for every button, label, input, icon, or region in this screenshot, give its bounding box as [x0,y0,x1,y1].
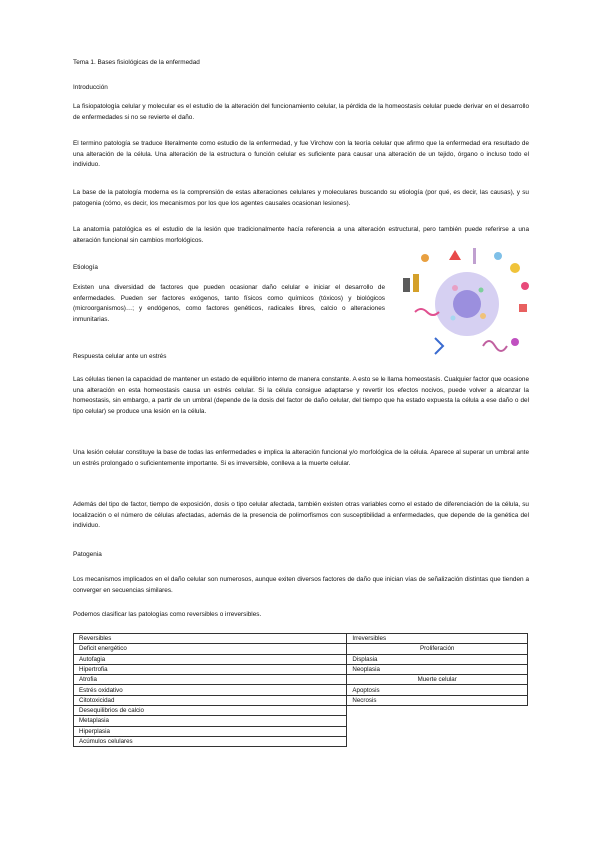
table-row [74,716,528,726]
pill-icon [519,304,527,312]
paragraph: Existen una diversidad de factores que pueden ocasionar daño celular e iniciar el desarrollo de enfermedades. Pueden ser factores exógenos, tanto físicos como químicos (tóxicos) y biológicos (microorganismos)…; y endógenos, como factores genéticos, radicales libres, calcio o alteraciones inmunitarias. [73,284,385,323]
table-cell: Proliferación [347,644,528,654]
heading-patogenia: Patogenia [73,551,102,558]
virus-icon [521,282,529,290]
paragraph: La base de la patología moderna es la comprensión de estas alteraciones celulares y moleculares buscando su etiología (por qué, es decir, las causas), y su patogenia (cómo, es decir, los mecanismos por los que los agentes causales ocasionan lesiones). [73,189,529,207]
table-row [74,685,528,695]
paragraph: Los mecanismos implicados en el daño celular son numerosos, aunque exiten diversos factores de daño que inician vías de señalización distintas que tienden a converger en secuencias similares. [73,576,529,594]
paragraph: Podemos clasificar las patologías como reversibles o irreversibles. [73,611,262,618]
table-cell: Hiperplasia [74,726,347,736]
radiation-icon [510,263,520,273]
table-cell: Muerte celular [347,675,528,685]
snowflake-icon [494,252,502,260]
table-header-cell: Irreversibles [347,634,528,644]
table-row [74,736,528,746]
paragraph: La anatomía patológica es el estudio de la lesión que tradicionalmente hacía referencia a una alteración estructural, pero también puede referirse a una alteración funcional sin cambios morfológicos. [73,226,529,244]
table-cell: Desequilibrios de calcio [74,706,347,716]
document-title: Tema 1. Bases fisiológicas de la enfermedad [73,59,200,66]
warning-icon [449,250,461,260]
bottle-icon [403,278,410,292]
table-cell: Acúmulos celulares [74,736,347,746]
table-row [74,695,528,705]
paragraph: El termino patología se traduce literalmente como estudio de la enfermedad, y fue Virchow con la teoría celular que afirmo que la enfermedad era resultado de una alteración de la célula. Una alteración de la estructura o función celular es suficiente para causar una alteración de un tejido, órgano o incluso todo el individuo. [73,140,529,169]
table-row [74,634,528,644]
paragraph: La fisiopatología celular y molecular es el estudio de la alteración del funcionamiento celular, la pérdida de la homeostasis celular puede derivar en el desarrollo de enfermedades si no se revierte el daño. [73,103,529,121]
paragraph: Además del tipo de factor, tiempo de exposición, dosis o tipo celular afectada, también existen otras variables como el estado de diferenciación de la célula, su localización o el número de células afectadas, además de la presencia de polimorfismos con susceptibilidad a enfermedades, que depende de la genética del individuo. [73,501,529,530]
table-header-cell: Reversibles [74,634,347,644]
table-cell: Apoptosis [347,685,528,695]
table-cell: Neoplasia [347,664,528,674]
table-row [74,726,528,736]
table-row [74,675,528,685]
table-cell: Hipertrofia [74,664,347,674]
table-cell: Metaplasia [74,716,347,726]
table-row [74,654,528,664]
heading-etiologia: Etiología [73,264,98,271]
thermometer-icon [473,248,476,264]
table-row [74,664,528,674]
table-cell: Deficit energético [74,644,347,654]
classification-table [73,633,528,747]
cell-damage-illustration [395,246,537,364]
table-cell: Atrofia [74,675,347,685]
paragraph: Las células tienen la capacidad de mantener un estado de equilibrio interno de manera constante. A esto se le llama homeostasis. Cualquier factor que ocasione una alteración en esta homeostasis causa un estrés celular. Si la célula consigue adaptarse y revertir los efectos nocivos, puede volver a alcanzar la homeostasis, sin embargo, a partir de un umbral (depende de la dosis del factor de daño celular, del tiempo que ha estado expuesta la célula a ese daño o del tipo celular) se produce una lesión en la célula. [73,376,529,415]
table-row [74,706,528,716]
table-cell: Autofagia [74,654,347,664]
paragraph: Una lesión celular constituye la base de todas las enfermedades e implica la alteración funcional y/o morfológica de la célula. Aparece al superar un umbral ante un estrés prolongado o suficientemente importante. Si es irreversible, conlleva a la muerte celular. [73,449,529,467]
nucleus-icon [453,290,481,318]
table-cell: Citotoxicidad [74,695,347,705]
heading-respuesta: Respuesta celular ante un estrés [73,353,167,360]
heading-introduccion: Introducción [73,84,108,91]
table-cell: Necrosis [347,695,528,705]
dna-icon [483,341,507,351]
table-cell: Displasia [347,654,528,664]
table-cell: Estrés oxidativo [74,685,347,695]
table-row [74,644,528,654]
